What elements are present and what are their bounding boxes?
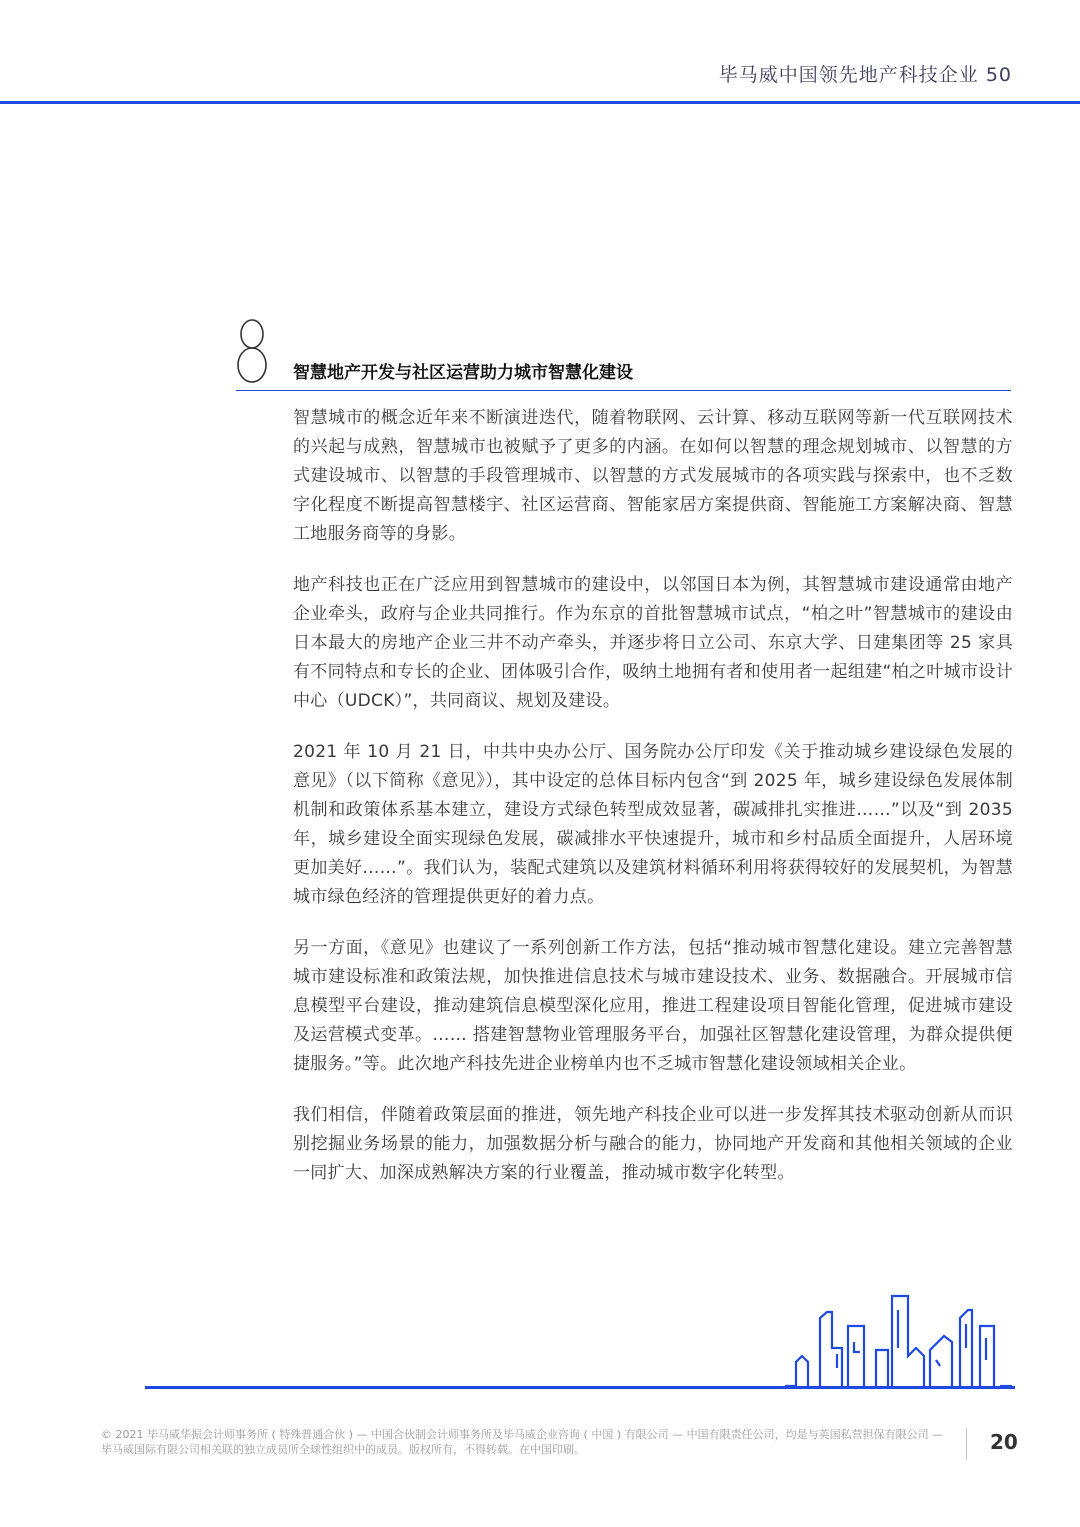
footer-copyright: © 2021 毕马威华振会计师事务所 ( 特殊普通合伙 ) — 中国合伙制会计师事务所及毕马威企业咨询 ( 中国 ) 有限公司 — 中国有限责任公司，均是与英国私营担保有限公司 — 毕马威国际有限公司相关联的独立成员所全球性组织中的成员。版权所有，不得转载。在中国印刷。 (101, 1428, 944, 1456)
footer-divider (145, 1386, 1015, 1389)
city-skyline-illustration (780, 1290, 1020, 1390)
footer-vertical-separator (966, 1428, 967, 1460)
header-title: 毕马威中国领先地产科技企业 50 (718, 64, 1012, 86)
section-divider (236, 390, 1011, 391)
article-body (293, 404, 1013, 1210)
header-divider (0, 101, 1080, 104)
paragraph: 地产科技也正在广泛应用到智慧城市的建设中，以邻国日本为例，其智慧城市建设通常由地产企业牵头，政府与企业共同推行。作为东京的首批智慧城市试点，“柏之叶”智慧城市的建设由日本最大的房地产企业三井不动产牵头，并逐步将日立公司、东京大学、日建集团等 25 家具有不同特点和专长的企业、团体吸引合作，吸纳土地拥有者和使用者一起组建“柏之叶城市设计中心（UDCK）”，共同商议、规划及建设。 (293, 575, 1013, 711)
section-title: 智慧地产开发与社区运营助力城市智慧化建设 (293, 363, 633, 383)
section-number-8 (236, 318, 268, 384)
paragraph: 智慧城市的概念近年来不断演进迭代，随着物联网、云计算、移动互联网等新一代互联网技术的兴起与成熟，智慧城市也被赋予了更多的内涵。在如何以智慧的理念规划城市、以智慧的方式建设城市、以智慧的手段管理城市、以智慧的方式发展城市的各项实践与探索中，也不乏数字化程度不断提高智慧楼宇、社区运营商、智能家居方案提供商、智能施工方案解决商、智慧工地服务商等的身影。 (293, 408, 1013, 544)
page-number: 20 (990, 1430, 1018, 1454)
paragraph: 2021 年 10 月 21 日，中共中央办公厅、国务院办公厅印发《关于推动城乡建设绿色发展的意见》（以下简称《意见》），其中设定的总体目标内包含“到 2025 年，城乡建设绿色发展体制机制和政策体系基本建立，建设方式绿色转型成效显著，碳减排扎实推进……”以及“到 2035 年，城乡建设全面实现绿色发展，碳减排水平快速提升，城市和乡村品质全面提升，人居环境更加美好……”。我们认为，装配式建筑以及建筑材料循环利用将获得较好的发展契机，为智慧城市绿色经济的管理提供更好的着力点。 (293, 742, 1013, 907)
paragraph: 我们相信，伴随着政策层面的推进，领先地产科技企业可以进一步发挥其技术驱动创新从而识别挖掘业务场景的能力，加强数据分析与融合的能力，协同地产开发商和其他相关领域的企业一同扩大、加深成熟解决方案的行业覆盖，推动城市数字化转型。 (293, 1105, 1013, 1183)
paragraph: 另一方面，《意见》也建议了一系列创新工作方法，包括“推动城市智慧化建设。建立完善智慧城市建设标准和政策法规，加快推进信息技术与城市建设技术、业务、数据融合。开展城市信息模型平台建设，推动建筑信息模型深化应用，推进工程建设项目智能化管理，促进城市建设及运营模式变革。…… 搭建智慧物业管理服务平台，加强社区智慧化建设管理，为群众提供便捷服务。”等。此次地产科技先进企业榜单内也不乏城市智慧化建设领域相关企业。 (293, 938, 1013, 1074)
